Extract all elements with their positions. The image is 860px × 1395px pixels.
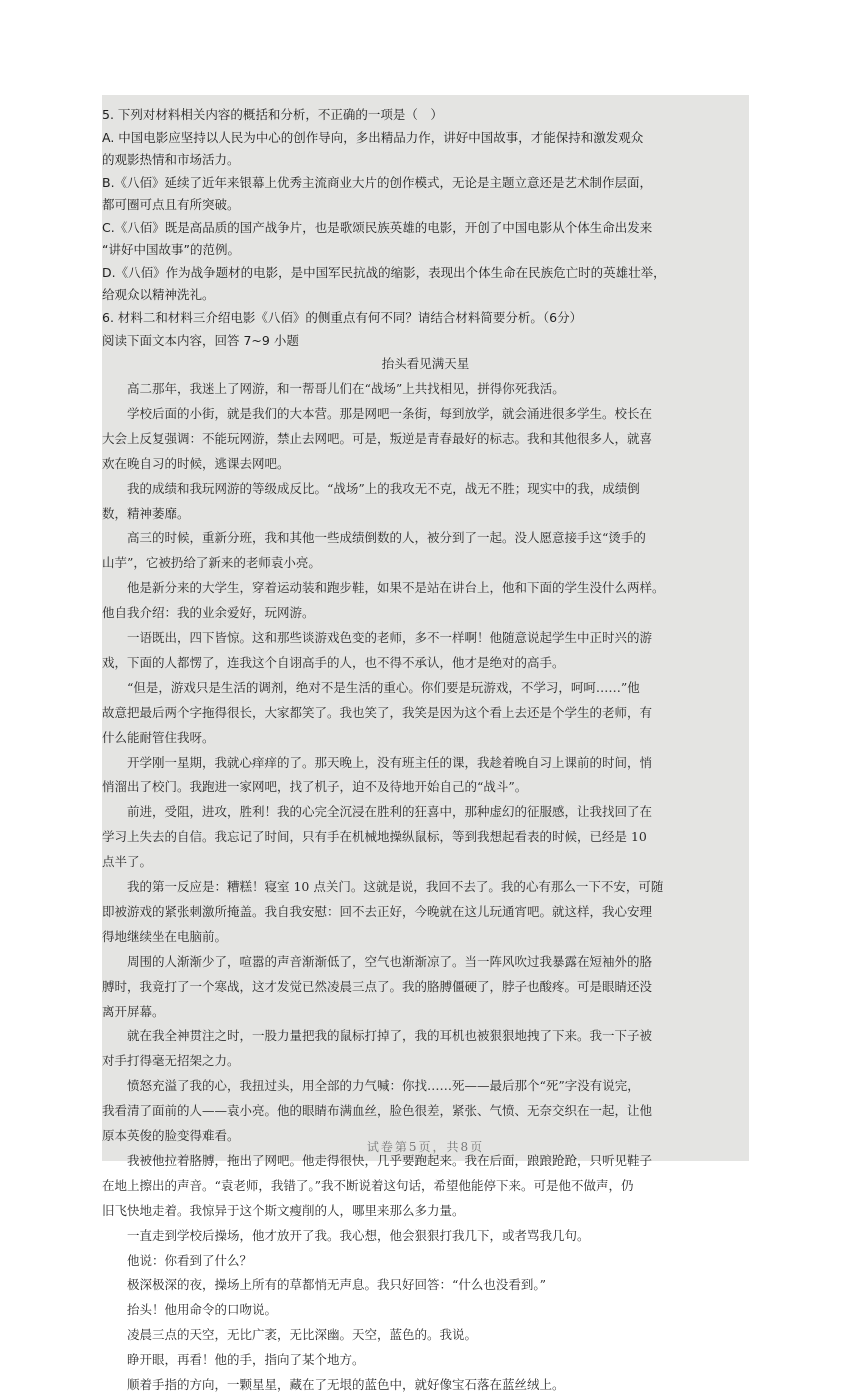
story-line: 前进，受阻，进攻，胜利！我的心完全沉浸在胜利的狂喜中，那种虚幻的征服感，让我找回了在: [102, 804, 653, 820]
story-line: 学校后面的小街，就是我们的大本营。那是网吧一条街，每到放学，就会涌进很多学生。校长在: [102, 405, 653, 421]
story-line: 周围的人渐渐少了，喧嚣的声音渐渐低了，空气也渐渐凉了。当一阵风吹过我暴露在短袖外的胳: [102, 953, 653, 969]
story-line: 旧飞快地走着。我惊异于这个斯文瘦削的人，哪里来那么多力量。: [102, 1202, 465, 1218]
story-line: 点半了。: [102, 854, 153, 870]
story-line: 在地上擦出的声音。“袁老师，我错了。”我不断说着这句话，希望他能停下来。可是他不做声，仍: [102, 1177, 634, 1193]
story-line: 抬头！他用命令的口吻说。: [102, 1302, 278, 1318]
question-5-option-b: 都可圈可点且有所突破。: [102, 197, 240, 212]
story-line: 戏，下面的人都愣了，连我这个自诩高手的人，也不得不承认，他才是绝对的高手。: [102, 654, 565, 670]
story-line: 大会上反复强调：不能玩网游，禁止去网吧。可是，叛逆是青春最好的标志。我和其他很多人，就喜: [102, 430, 653, 446]
story-line: 睁开眼，再看！他的手，指向了某个地方。: [102, 1352, 365, 1368]
story-line: 对手打得毫无招架之力。: [102, 1053, 240, 1069]
question-5-option-b: B.《八佰》延续了近年来银幕上优秀主流商业大片的创作模式，无论是主题立意还是艺术制作层面，: [102, 175, 653, 190]
question-5-option-d: 给观众以精神洗礼。: [102, 287, 215, 302]
story-line: 欢在晚自习的时候，逃课去网吧。: [102, 455, 290, 471]
story-line: 高二那年，我迷上了网游，和一帮哥儿们在“战场”上共找相见，拼得你死我活。: [102, 381, 565, 396]
story-line: 我被他拉着胳膊，拖出了网吧。他走得很快，几乎要跑起来。我在后面，踉踉跄跄，只听见鞋子: [102, 1152, 653, 1168]
story-line: 凌晨三点的天空，无比广袤，无比深幽。天空，蓝色的。我说。: [102, 1327, 478, 1343]
story-line: 悄溜出了校门。我跑进一家网吧，找了机子，迫不及待地开始自己的“战斗”。: [102, 779, 528, 795]
question-5-option-a: A. 中国电影应坚持以人民为中心的创作导向，多出精品力作，讲好中国故事，才能保持和激发观众: [102, 130, 644, 145]
story-line: 极深极深的夜，操场上所有的草都悄无声息。我只好回答：“什么也没看到。”: [102, 1277, 547, 1293]
story-line: 他自我介绍：我的业余爱好，玩网游。: [102, 605, 315, 621]
story-line: 他说：你看到了什么？: [102, 1252, 253, 1268]
story-line: “但是，游戏只是生活的调剂，绝对不是生活的重心。你们要是玩游戏，不学习，呵呵……”他: [102, 679, 640, 695]
question-6: 6. 材料二和材料三介绍电影《八佰》的侧重点有何不同？请结合材料简要分析。（6分）: [102, 310, 583, 325]
reading-instruction: 阅读下面文本内容，回答 7~9 小题: [102, 333, 299, 348]
question-5-option-c: C.《八佰》既是高品质的国产战争片，也是歌颂民族英雄的电影，开创了中国电影从个体生命出发来: [102, 220, 653, 235]
story-line: 一语既出，四下皆惊。这和那些谈游戏色变的老师，多不一样啊！他随意说起学生中正时兴的游: [102, 630, 653, 645]
question-5-option-c: “讲好中国故事”的范例。: [102, 242, 240, 257]
page-footer: 试卷第5页，共8页: [366, 1140, 485, 1154]
story-line: 离开屏幕。: [102, 1003, 165, 1019]
story-line: 我的第一反应是：糟糕！寝室 10 点关门。这就是说，我回不去了。我的心有那么一下不安，可随: [102, 879, 664, 894]
question-5-option-d: D.《八佰》作为战争题材的电影，是中国军民抗战的缩影，表现出个体生命在民族危亡时的英雄壮举，: [102, 265, 666, 280]
story-line: 山芋”，它被扔给了新来的老师袁小亮。: [102, 555, 321, 571]
story-line: 就在我全神贯注之时，一股力量把我的鼠标打掉了，我的耳机也被狠狠地拽了下来。我一下子被: [102, 1028, 653, 1044]
story-line: 得地继续坐在电脑前。: [102, 928, 228, 944]
story-line: 故意把最后两个字拖得很长，大家都笑了。我也笑了，我笑是因为这个看上去还是个学生的老师，有: [102, 704, 653, 720]
story-line: 即被游戏的紧张刺激所掩盖。我自我安慰：回不去正好，今晚就在这儿玩通宵吧。就这样，我心安理: [102, 903, 653, 919]
story-title: 抬头看见满天星: [381, 356, 470, 371]
story-line: 学习上失去的自信。我忘记了时间，只有手在机械地操纵鼠标，等到我想起看表的时候，已经是 10: [102, 829, 647, 845]
story-line: 他是新分来的大学生，穿着运动装和跑步鞋，如果不是站在讲台上，他和下面的学生没什么两样。: [102, 580, 665, 596]
story-line: 顺着手指的方向，一颗星星，藏在了无垠的蓝色中，就好像宝石落在蓝丝绒上。: [102, 1377, 565, 1392]
story-line: 我看清了面前的人——袁小亮。他的眼睛布满血丝，脸色很差，紧张、气愤、无奈交织在一起，让他: [102, 1103, 653, 1119]
question-5-option-a: 的观影热情和市场活力。: [102, 152, 240, 167]
story-line: 开学刚一星期，我就心痒痒的了。那天晚上，没有班主任的课，我趁着晚自习上课前的时间，悄: [102, 754, 653, 770]
story-line: 愤怒充溢了我的心，我扭过头，用全部的力气喊：你找……死——最后那个“死”字没有说完，: [102, 1078, 640, 1094]
story-line: 数，精神萎靡。: [102, 505, 190, 521]
story-line: 膊时，我竟打了一个寒战，这才发觉已然凌晨三点了。我的胳膊僵硬了，脖子也酸疼。可是眼睛还没: [102, 978, 653, 994]
story-line: 我的成绩和我玩网游的等级成反比。“战场”上的我攻无不克，战无不胜；现实中的我，成绩倒: [102, 480, 640, 496]
question-5-stem: 5. 下列对材料相关内容的概括和分析，不正确的一项是（ ）: [102, 107, 443, 122]
story-line: 原本英俊的脸变得难看。: [102, 1128, 240, 1143]
exam-page: [102, 95, 749, 1392]
story-line: 一直走到学校后操场，他才放开了我。我心想，他会狠狠打我几下，或者骂我几句。: [102, 1227, 590, 1243]
story-line: 什么能耐管住我呀。: [102, 729, 215, 745]
story-line: 高三的时候，重新分班，我和其他一些成绩倒数的人，被分到了一起。没人愿意接手这“烫手的: [102, 530, 646, 546]
